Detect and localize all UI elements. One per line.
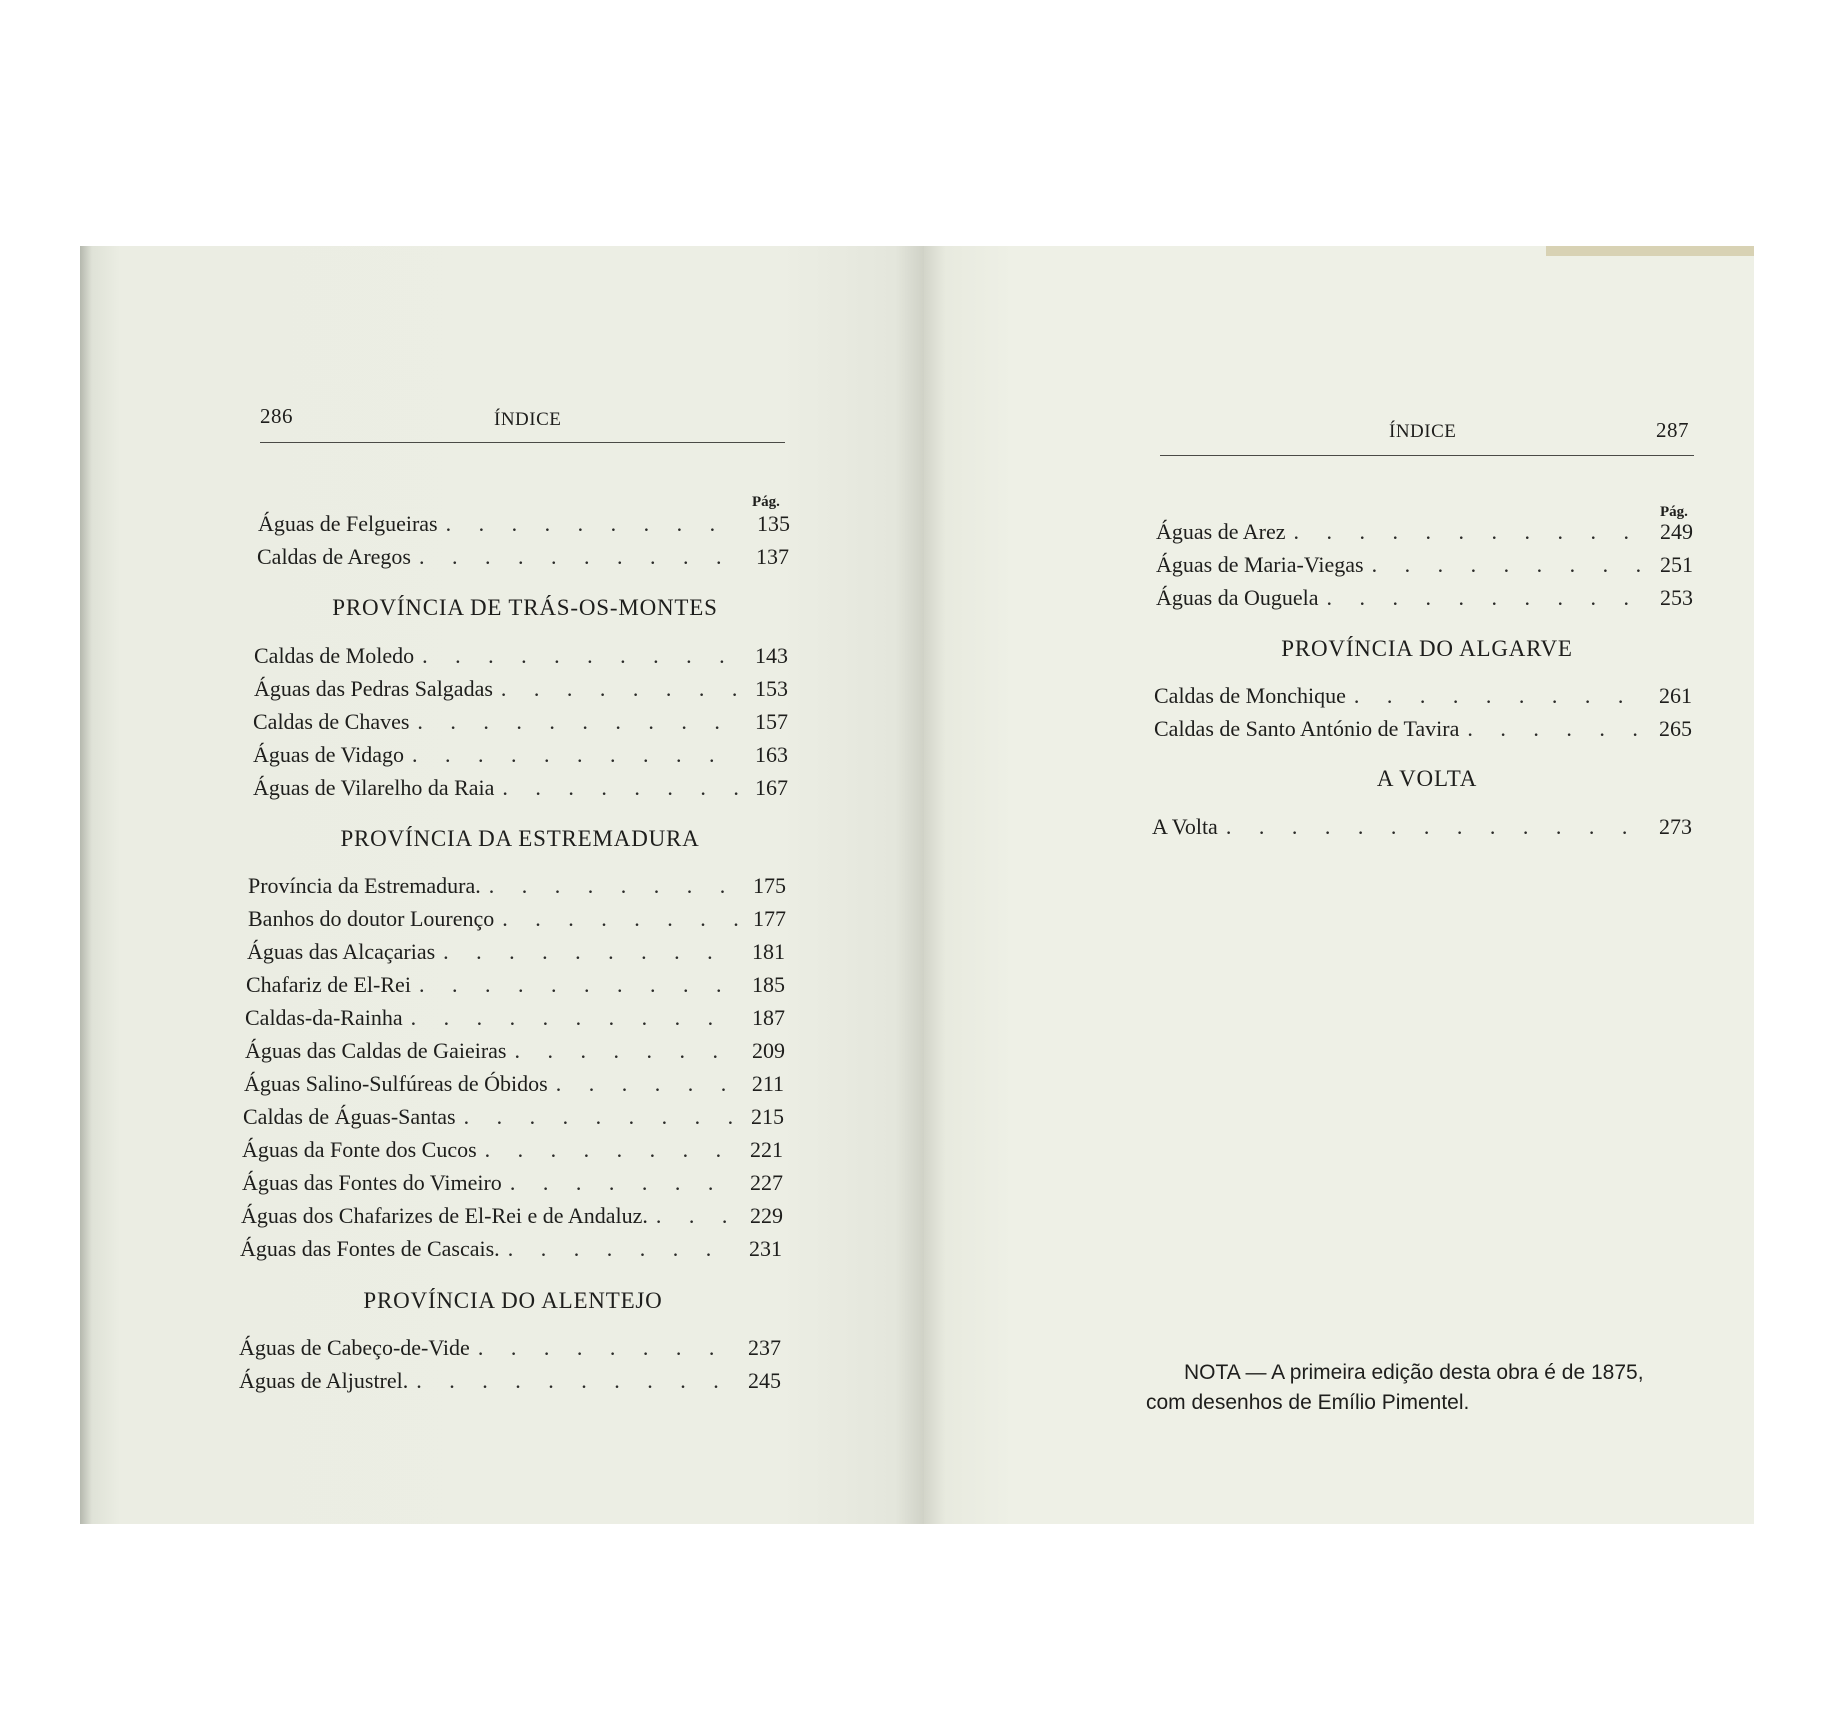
section-heading: PROVÍNCIA DA ESTREMADURA [340,826,700,851]
entry-page: 143 [755,643,788,668]
toc-entry [245,1005,785,1039]
toc-entry [253,709,788,743]
pag-label: Pág. [752,494,780,510]
toc-entry [1156,519,1693,553]
entry-title: Águas da Ouguela [1156,585,1319,610]
entry-title: Caldas de Santo António de Tavira [1154,716,1460,741]
page-number: 286 [260,404,293,428]
entry-title: Águas das Caldas de Gaieiras [245,1038,507,1063]
entry-page: 175 [753,873,786,898]
left-page [80,246,925,1524]
toc-entry [240,1236,782,1270]
toc-entry [257,544,789,578]
entry-page: 229 [750,1203,783,1228]
note-line: NOTA — A primeira edição desta obra é de 1875, [1184,1361,1644,1384]
entry-page: 153 [755,676,788,701]
entry-page: 211 [751,1071,784,1096]
toc-entry [258,511,790,545]
header-rule [260,442,785,443]
entry-page: 251 [1660,552,1693,577]
toc-entry [248,906,786,940]
toc-entry [244,1071,784,1105]
entry-title: Caldas de Aregos [257,544,411,569]
right-page [924,246,1754,1524]
leader-dots [1286,519,1647,545]
leader-dots [481,873,740,899]
entry-title: Águas das Fontes de Cascais. [240,1236,500,1261]
entry-title: Águas de Vilarelho da Raia [253,775,495,800]
entry-title: Caldas-da-Rainha [245,1005,403,1030]
toc-entry [254,676,788,710]
entry-title: Águas das Pedras Salgadas [254,676,493,701]
leader-dots [403,1005,739,1031]
leader-dots [494,775,742,801]
toc-entry [1156,585,1693,619]
leader-dots [548,1071,738,1097]
note-line: com desenhos de Emílio Pimentel. [1146,1391,1470,1414]
entry-title: Águas de Maria-Viegas [1156,552,1364,577]
entry-page: 227 [750,1170,783,1195]
page-header-title: ÍNDICE [1389,421,1457,442]
leader-dots [1218,814,1646,840]
entry-title: Águas das Alcaçarias [247,939,436,964]
entry-page: 135 [757,511,790,536]
leader-dots [438,511,744,537]
toc-entry [241,1203,783,1237]
toc-entry [242,1137,783,1171]
leader-dots [411,544,743,570]
leader-dots [1459,716,1646,742]
leader-dots [414,643,742,669]
section-heading: PROVÍNCIA DO ALENTEJO [363,1288,663,1313]
page-edge-strip [1546,246,1754,256]
entry-page: 231 [749,1236,782,1261]
leader-dots [494,906,740,932]
entry-title: A Volta [1152,814,1218,839]
leader-dots [1364,552,1647,578]
toc-entry [243,1104,784,1138]
entry-title: Banhos do doutor Lourenço [248,906,495,931]
section-heading: PROVÍNCIA DO ALGARVE [1281,636,1573,661]
leader-dots [648,1203,737,1229]
toc-entry [1152,814,1692,848]
entry-page: 187 [752,1005,785,1030]
leader-dots [1346,683,1646,709]
leader-dots [411,972,739,998]
leader-dots [435,939,739,965]
section-heading: A VOLTA [1376,766,1478,791]
leader-dots [408,1368,735,1394]
leader-dots [409,709,742,735]
toc-entry [245,1038,785,1072]
leader-dots [404,742,742,768]
section-heading: PROVÍNCIA DE TRÁS-OS-MONTES [332,595,718,620]
entry-page: 249 [1660,519,1693,544]
toc-entry [1154,683,1692,717]
entry-title: Águas dos Chafarizes de El-Rei e de Andaluz. [241,1203,648,1228]
entry-title: Águas de Cabeço-de-Vide [239,1335,470,1360]
toc-entry [248,873,786,907]
entry-page: 253 [1660,585,1693,610]
entry-title: Província da Estremadura. [248,873,481,898]
entry-page: 157 [755,709,788,734]
pag-label: Pág. [1660,504,1688,520]
toc-entry [253,742,788,776]
entry-title: Águas da Fonte dos Cucos [242,1137,477,1162]
toc-entry [242,1170,783,1204]
entry-page: 163 [755,742,788,767]
entry-page: 185 [752,972,785,997]
toc-entry [247,939,785,973]
entry-title: Caldas de Chaves [253,709,410,734]
entry-page: 137 [756,544,789,569]
toc-entry [254,643,788,677]
entry-title: Águas de Aljustrel. [239,1368,409,1393]
entry-page: 261 [1659,683,1692,708]
leader-dots [470,1335,735,1361]
entry-page: 273 [1659,814,1692,839]
page-header-title: ÍNDICE [494,409,562,430]
entry-title: Águas das Fontes do Vimeiro [242,1170,502,1195]
entry-title: Caldas de Moledo [254,643,415,668]
entry-page: 181 [752,939,785,964]
entry-page: 237 [748,1335,781,1360]
entry-page: 221 [750,1137,783,1162]
toc-entry [253,775,788,809]
leader-dots [1319,585,1647,611]
entry-page: 209 [752,1038,785,1063]
entry-title: Águas Salino-Sulfúreas de Óbidos [244,1071,548,1096]
toc-entry [246,972,785,1006]
entry-page: 245 [748,1368,781,1393]
leader-dots [456,1104,738,1130]
entry-title: Águas de Vidago [253,742,405,767]
entry-title: Caldas de Águas-Santas [243,1104,456,1129]
toc-entry [1154,716,1692,750]
leader-dots [506,1038,739,1064]
entry-page: 177 [753,906,786,931]
toc-entry [1156,552,1693,586]
toc-entry [239,1335,781,1369]
book-spread [80,246,1754,1524]
entry-page: 167 [755,775,788,800]
leader-dots [493,676,742,702]
leader-dots [500,1236,736,1262]
entry-page: 215 [751,1104,784,1129]
entry-title: Águas de Arez [1156,519,1286,544]
header-rule [1160,455,1694,456]
entry-page: 265 [1659,716,1692,741]
entry-title: Caldas de Monchique [1154,683,1346,708]
entry-title: Águas de Felgueiras [258,511,438,536]
entry-title: Chafariz de El-Rei [246,972,411,997]
page-number: 287 [1656,418,1689,442]
leader-dots [502,1170,737,1196]
leader-dots [477,1137,737,1163]
toc-entry [239,1368,781,1402]
